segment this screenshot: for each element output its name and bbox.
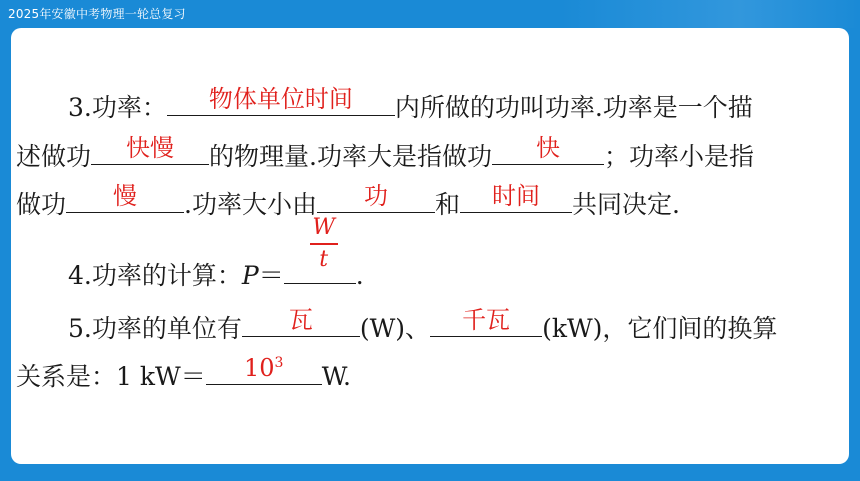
footer-bar <box>0 464 860 481</box>
header-bar <box>0 0 860 28</box>
q4-prefix: 4.功率的计算： <box>68 261 242 290</box>
q3-answer-2: 快慢 <box>126 134 175 162</box>
q3-text-3a: 做功 <box>16 190 67 219</box>
q4-denominator: t <box>319 246 329 272</box>
q4-suffix: . <box>355 261 364 290</box>
q4-numerator: W <box>312 215 336 240</box>
header-title: 2025年安徽中考物理一轮总复习 <box>8 7 186 21</box>
q5-text-2a: 关系是：1 kW＝ <box>16 362 206 391</box>
q4-equals: ＝ <box>258 261 284 290</box>
q5-answer-1: 瓦 <box>288 306 313 334</box>
q5-text-2b: W. <box>321 362 351 391</box>
q3-blank-6 <box>460 182 572 213</box>
q5-unit-1: (W)、 <box>359 314 431 343</box>
q3-blank-1 <box>167 85 395 116</box>
q3-line-2 <box>16 134 830 178</box>
q3-blank-4 <box>66 182 184 213</box>
q4-line <box>16 215 830 297</box>
q3-text-2c: ；功率小是指 <box>603 142 754 171</box>
q4-fraction <box>310 215 338 273</box>
q3-answer-1: 物体单位时间 <box>208 85 353 113</box>
q3-answer-4: 慢 <box>113 182 138 210</box>
q5-unit-2: (kW)，它们间的换算 <box>542 314 778 343</box>
q3-blank-2 <box>91 134 209 165</box>
q3-text-1: 内所做的功叫功率.功率是一个描 <box>394 93 753 122</box>
q3-blank-3 <box>492 134 604 165</box>
q3-text-2b: 的物理量.功率大是指做功 <box>209 142 492 171</box>
q5-answer-2: 千瓦 <box>462 306 511 334</box>
q5-blank-2 <box>430 306 542 337</box>
q3-text-3c: 和 <box>434 190 460 219</box>
q5-answer-3-base: 10 <box>243 354 275 382</box>
header-decoration <box>560 0 860 28</box>
q3-line-1 <box>16 85 830 129</box>
q5-prefix: 5.功率的单位有 <box>68 314 242 343</box>
q3-blank-5 <box>317 182 435 213</box>
q3-text-3d: 共同决定. <box>571 190 680 219</box>
q5-blank-1 <box>242 306 360 337</box>
q3-line-3 <box>16 182 830 226</box>
fraction-bar <box>310 243 338 245</box>
q5-line-1 <box>16 306 830 350</box>
q3-answer-3: 快 <box>535 134 560 162</box>
q3-text-3b: .功率大小由 <box>184 190 317 219</box>
q4-blank <box>284 215 356 284</box>
q5-answer-3 <box>206 349 322 382</box>
q3-prefix: 3.功率： <box>68 93 167 122</box>
q3-answer-5: 功 <box>363 182 388 210</box>
q5-answer-3-exponent: 3 <box>274 355 284 371</box>
q3-answer-6: 时间 <box>491 182 540 210</box>
q4-variable: P <box>241 261 259 290</box>
q5-line-2 <box>16 354 830 398</box>
q3-text-2a: 述做功 <box>16 142 92 171</box>
q5-blank-3 <box>206 354 322 385</box>
slide-content <box>16 85 830 391</box>
